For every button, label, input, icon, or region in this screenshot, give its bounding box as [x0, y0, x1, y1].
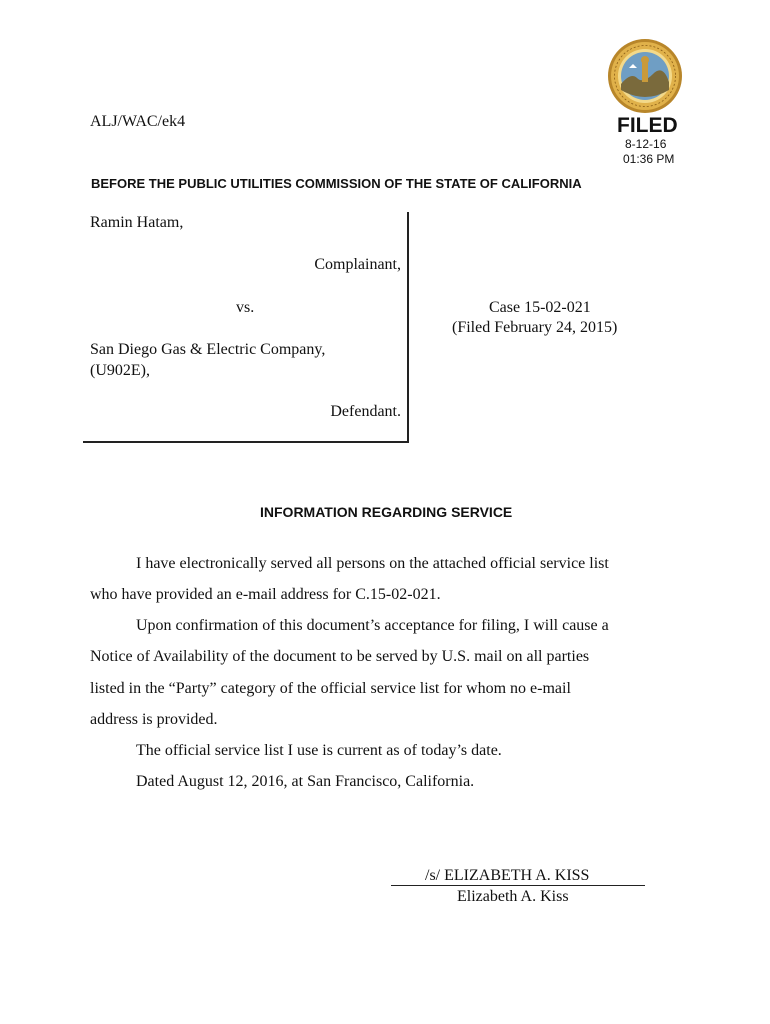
body-line: Dated August 12, 2016, at San Francisco, California.: [136, 773, 475, 790]
defendant-role: Defendant.: [330, 403, 401, 420]
complainant-role: Complainant,: [314, 256, 401, 273]
complainant-name: Ramin Hatam,: [90, 214, 184, 231]
signature-slash-line: /s/ ELIZABETH A. KISS: [425, 867, 590, 884]
body-line: I have electronically served all persons on the attached official service list: [136, 555, 609, 572]
body-line: listed in the “Party” category of the official service list for whom no e-mail: [90, 680, 571, 697]
body-line: Upon confirmation of this document’s acceptance for filing, I will cause a: [136, 617, 609, 634]
commission-heading: BEFORE THE PUBLIC UTILITIES COMMISSION OF THE STATE OF CALIFORNIA: [91, 176, 582, 191]
defendant-name: San Diego Gas & Electric Company,: [90, 341, 326, 358]
defendant-code: (U902E),: [90, 362, 150, 379]
body-line: address is provided.: [90, 711, 218, 728]
filed-stamp-date: 8-12-16: [625, 137, 667, 151]
signature-printed-name: Elizabeth A. Kiss: [457, 888, 569, 905]
section-title: INFORMATION REGARDING SERVICE: [260, 504, 513, 520]
docket-code: ALJ/WAC/ek4: [90, 113, 186, 130]
body-line: The official service list I use is current as of today’s date.: [136, 742, 502, 759]
versus-label: vs.: [236, 299, 255, 316]
case-filed-date: (Filed February 24, 2015): [452, 319, 618, 336]
case-number: Case 15-02-021: [489, 299, 591, 316]
caption-horizontal-rule: [83, 441, 409, 443]
signature-rule: [391, 885, 645, 886]
body-line: Notice of Availability of the document to be served by U.S. mail on all parties: [90, 648, 590, 665]
body-line: who have provided an e-mail address for C.15-02-021.: [90, 586, 441, 603]
filed-stamp-time: 01:36 PM: [623, 152, 675, 166]
state-seal-icon: [607, 38, 683, 114]
caption-vertical-rule: [407, 212, 409, 442]
filed-stamp-label: FILED: [617, 114, 678, 137]
